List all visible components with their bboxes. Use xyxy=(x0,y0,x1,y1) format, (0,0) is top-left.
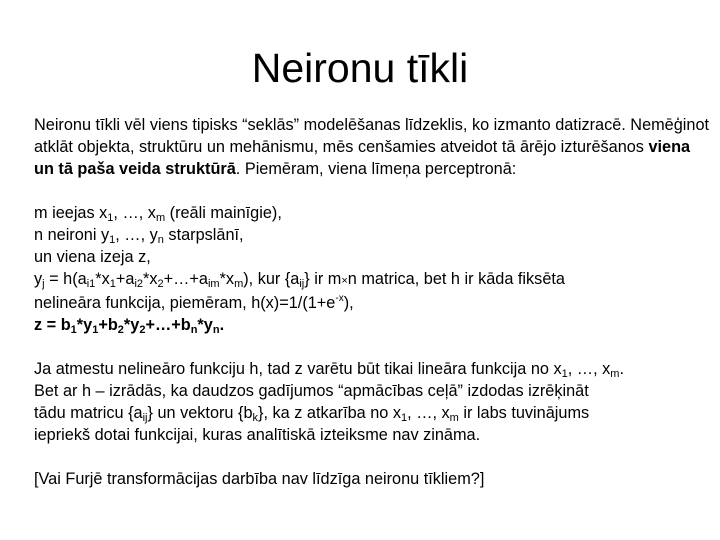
subscript: 2 xyxy=(157,278,164,290)
subscript: m xyxy=(449,412,459,424)
formula-text: n matrica, bet h ir kāda fiksēta xyxy=(347,270,565,288)
superscript: -x xyxy=(335,293,344,304)
subscript: m xyxy=(234,278,244,290)
subscript: 1 xyxy=(109,234,116,246)
subscript: n xyxy=(212,324,220,336)
output-formula-text: +b xyxy=(98,316,118,334)
neurons-line xyxy=(34,224,710,246)
output-formula-text: +…+b xyxy=(145,316,191,334)
neuron-formula-line xyxy=(34,268,710,292)
times-symbol: × xyxy=(341,275,348,287)
slide-body xyxy=(34,114,710,490)
subscript: 1 xyxy=(70,324,77,336)
subscript: 1 xyxy=(561,368,568,380)
discussion-text: }, ka z atkarība no x xyxy=(258,404,402,422)
intro-paragraph xyxy=(34,114,710,180)
subscript: im xyxy=(207,278,220,290)
subscript: n xyxy=(190,324,198,336)
discussion-line-4: iepriekš dotai funkcijai, kuras analītiskā izteiksme nav zināma. xyxy=(34,426,481,444)
activation-line xyxy=(34,292,710,314)
output-formula-text: *y xyxy=(197,316,213,334)
subscript: m xyxy=(155,212,166,224)
subscript: i2 xyxy=(134,278,143,290)
subscript: j xyxy=(42,278,45,290)
subscript: 2 xyxy=(117,324,124,336)
definition-block xyxy=(34,202,710,336)
discussion-text: , …, x xyxy=(407,404,450,422)
formula-text: +a xyxy=(115,270,135,288)
slide-title: Neironu tīkli xyxy=(251,45,469,91)
neurons-text: n neironi y xyxy=(34,226,110,244)
fourier-question: [Vai Furjē transformācijas darbība nav līdzīga neironu tīkliem?] xyxy=(34,470,485,488)
formula-text: } ir m xyxy=(304,270,342,288)
output-formula-text: *y xyxy=(76,316,93,334)
formula-text: = h(a xyxy=(44,270,87,288)
output-formula-text: z = b xyxy=(34,316,71,334)
neurons-text-mid: , …, y xyxy=(115,226,158,244)
subscript: 2 xyxy=(139,324,146,336)
intro-text-end: . Piemēram, viena līmeņa perceptronā: xyxy=(235,160,517,178)
discussion-text: ir labs tuvinājums xyxy=(458,404,590,422)
discussion-line-1 xyxy=(34,358,710,380)
formula-text: *x xyxy=(95,270,110,288)
output-formula-text: *y xyxy=(123,316,140,334)
subscript: 1 xyxy=(92,324,99,336)
neurons-text-end: starpslānī, xyxy=(163,226,244,244)
activation-text-end: ), xyxy=(343,294,354,312)
output-line: un viena izeja z, xyxy=(34,248,151,266)
subscript: m xyxy=(610,368,620,380)
subscript: 1 xyxy=(107,212,114,224)
intro-text: Neironu tīkli vēl viens tipisks “seklās” modelēšanas līdzeklis, ko izmanto datizracē. Nemēģinot atklāt objekta, struktūru un mehānismu, mēs cenšamies atveidot tā ārējo izturēšanos xyxy=(34,116,710,156)
inputs-line xyxy=(34,202,710,224)
subscript: n xyxy=(157,234,164,246)
intro-bold-text: viena un tā paša veida struktūrā xyxy=(34,138,691,178)
subscript: k xyxy=(252,412,259,424)
discussion-text: tādu matricu {a xyxy=(34,404,143,422)
formula-text: *x xyxy=(219,270,235,288)
subscript: 1 xyxy=(109,278,116,290)
output-formula-line xyxy=(34,314,710,336)
subscript: 1 xyxy=(401,412,408,424)
inputs-text: m ieejas x xyxy=(34,204,108,222)
activation-text: nelineāra funkcija, piemēram, h(x)=1/(1+e xyxy=(34,294,336,312)
formula-text: ), kur {a xyxy=(243,270,300,288)
discussion-line-3 xyxy=(34,402,710,424)
discussion-text: Ja atmestu nelineāro funkciju h, tad z varētu būt tikai lineāra funkcija no x xyxy=(34,360,562,378)
inputs-text-end: (reāli mainīgie), xyxy=(165,204,282,222)
subscript: i1 xyxy=(86,278,96,290)
discussion-text: } un vektoru {b xyxy=(147,404,253,422)
discussion-paragraph xyxy=(34,358,710,446)
discussion-text: , …, x xyxy=(567,360,611,378)
subscript: ij xyxy=(299,278,305,290)
formula-text: +…+a xyxy=(163,270,208,288)
discussion-text: . xyxy=(619,360,624,378)
inputs-text-mid: , …, x xyxy=(113,204,156,222)
output-formula-text: . xyxy=(219,316,225,334)
formula-text: y xyxy=(34,270,43,288)
discussion-line-2: Bet ar h – izrādās, ka daudzos gadījumos “apmācības ceļā” izdodas izrēķināt xyxy=(34,382,589,400)
subscript: ij xyxy=(142,412,148,424)
formula-text: *x xyxy=(143,270,158,288)
